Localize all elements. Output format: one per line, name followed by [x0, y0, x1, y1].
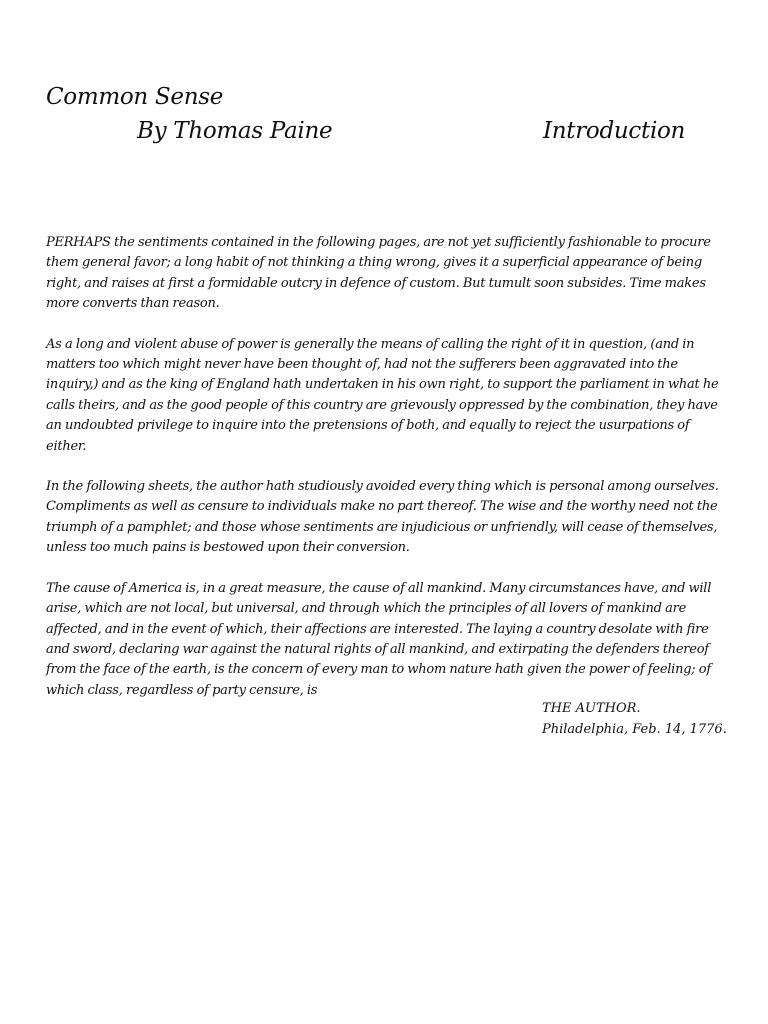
section-heading: Introduction [543, 118, 686, 144]
paragraph-4: The cause of America is, in a great measure, the cause of all mankind. Many circumstances have, and will arise, which are not local, but universal, and through which the principles of all lovers of mankind are affected, and in the event of which, their affections are interested. The laying a country desolate with fire and sword, declaring war against the natural rights of all mankind, and extirpating the defenders thereof from the face of the earth, is the concern of every man to whom nature hath given the power of feeling; of which class, regardless of party censure, is [46, 580, 712, 698]
paragraph-3: In the following sheets, the author hath studiously avoided every thing which is personal among ourselves. Compliments as well as censure to individuals make no part thereof. The wise and the worthy need not the triumph of a pamphlet; and those whose sentiments are injudicious or unfriendly, will cease of themselves, unless too much pains is bestowed upon their conversion. [46, 479, 719, 556]
document-author: By Thomas Paine [137, 118, 333, 144]
signature-place-date: Philadelphia, Feb. 14, 1776. [542, 722, 727, 737]
paragraph-2: As a long and violent abuse of power is generally the means of calling the right of it in question, (and in matters too which might never have been thought of, had not the sufferers been aggravated into the inquiry,) and as the king of England hath undertaken in his own right, to support the parliament in what he calls theirs, and as the good people of this country are grievously oppressed by the combination, they have an undoubted privilege to inquire into the pretensions of both, and equally to reject the usurpations of either. [46, 336, 719, 454]
document-title: Common Sense [46, 84, 224, 110]
signature-name: THE AUTHOR. [542, 701, 641, 716]
body-text [46, 233, 732, 721]
signature-block [542, 698, 727, 740]
paragraph-1: PERHAPS the sentiments contained in the following pages, are not yet sufficiently fashionable to procure them general favor; a long habit of not thinking a thing wrong, gives it a superficial appearance of being right, and raises at first a formidable outcry in defence of custom. But tumult soon subsides. Time makes more converts than reason. [46, 235, 711, 312]
